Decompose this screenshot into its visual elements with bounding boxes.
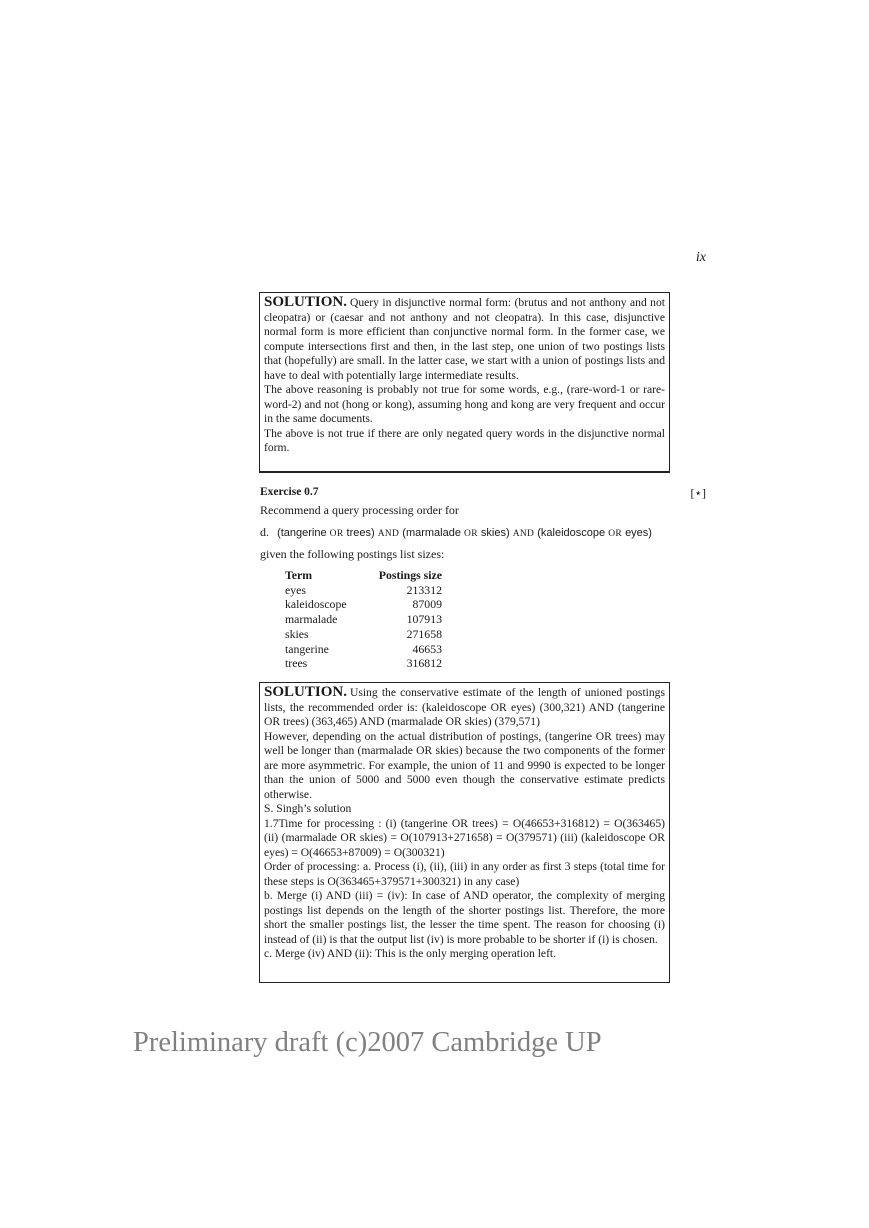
page-number: ix (695, 250, 706, 265)
size-cell: 316812 (406, 656, 442, 671)
query-term: trees) (346, 527, 375, 539)
query-term: eyes) (625, 527, 652, 539)
solution-heading: SOLUTION. (264, 294, 347, 310)
query-operator: OR (464, 529, 478, 539)
query-operator: OR (608, 529, 622, 539)
table-row (282, 583, 445, 598)
postings-table (282, 568, 445, 671)
footer-draft-notice: Preliminary draft (c)2007 Cambridge UP (133, 1027, 602, 1058)
solution-heading: SOLUTION. (264, 684, 347, 700)
solution-paragraph: The above is not true if there are only negated query words in the disjunctive normal form. (264, 426, 665, 454)
solution-box-1 (259, 292, 670, 473)
term-cell: marmalade (285, 612, 338, 627)
query-operator: OR (329, 529, 344, 539)
column-header-term: Term (285, 568, 313, 582)
query-operator: AND (512, 529, 535, 539)
solution-paragraph: However, depending on the actual distribution of postings, (tangerine OR trees) may well be longer than (marmalade OR skies) because the two components of the former are more asymmetric. For example, the union of 11 and 9990 is expected to be longer than the union of 5000 and 5000 even though the conservative estimate predicts otherwise. (264, 729, 665, 801)
term-cell: kaleidoscope (285, 597, 347, 612)
query-term: skies) (480, 527, 510, 539)
table-row (282, 597, 445, 612)
table-row (282, 642, 445, 657)
solution-paragraph: 1.7Time for processing : (i) (tangerine OR trees) = O(46653+316812) = O(363465) (ii) (marmalade OR skies) = O(107913+271658) = O(379571) (iii) (kaleidoscope OR eyes) = O(46653+87009) = O(300321) (264, 816, 665, 859)
solution-paragraph: The above reasoning is probably not true for some words, e.g., (rare-word-1 or rare-word-2) and not (hong or kong), assuming hong and kong are very frequent and occur in the same documents. (264, 383, 665, 425)
query-term: (tangerine (277, 527, 327, 539)
difficulty-mark: [⋆] (690, 486, 706, 500)
column-header-postings-size: Postings size (378, 568, 442, 582)
table-row (282, 627, 445, 642)
term-cell: trees (285, 656, 308, 671)
size-cell: 271658 (406, 626, 442, 641)
query-expression (260, 525, 652, 540)
solution-paragraph: b. Merge (i) AND (iii) = (iv): In case of AND operator, the complexity of merging postings list depends on the length of the shorter postings list. Therefore, the more short the smaller postings list, the lesser the time spent. The reason for choosing (i) instead of (ii) is that the output list (iv) is more probable to be shorter if (i) is chosen. (264, 889, 665, 946)
solution-paragraph: c. Merge (iv) AND (ii): This is the only merging operation left. (264, 947, 557, 960)
size-cell: 213312 (406, 582, 442, 597)
solution-text: Using the conservative estimate of the length of unioned postings lists, the recommended order is: (kaleidoscope OR eyes) (300,321) AND (tangerine OR trees) (363,465) AND (marmalade OR skies) (379,571) (264, 686, 665, 728)
size-cell: 46653 (412, 641, 442, 656)
table-header-row (282, 568, 445, 583)
table-row (282, 656, 445, 671)
solution-paragraph (264, 685, 665, 730)
query-term: (marmalade (402, 527, 461, 539)
solution-box-2 (259, 682, 670, 983)
solution-paragraph: S. Singh’s solution (264, 802, 352, 815)
term-cell: eyes (285, 582, 306, 597)
table-row (282, 612, 445, 627)
query-term: (kaleidoscope (537, 527, 606, 539)
size-cell: 87009 (412, 597, 442, 612)
solution-paragraph: Order of processing: a. Process (i), (ii), (iii) in any order as first 3 steps (total time for these steps is O(363465+379571+300321) in any case) (264, 860, 665, 888)
exercise-title: Exercise 0.7 (260, 486, 319, 498)
term-cell: skies (285, 626, 309, 641)
term-cell: tangerine (285, 641, 329, 656)
size-cell: 107913 (406, 612, 442, 627)
solution-text: Query in disjunctive normal form: (brutus and not anthony and not cleopatra) or (caesar and not anthony and not cleopatra). In this case, disjunctive normal form is more efficient than conjunctive normal form. In the former case, we compute intersections first and then, in the last step, one union of two postings lists that (hopefully) are small. In the latter case, we start with a union of postings lists and have to deal with potentially large intermediate results. (264, 296, 665, 382)
query-operator: AND (377, 529, 400, 539)
solution-paragraph (264, 295, 665, 383)
exercise-prompt: Recommend a query processing order for (260, 503, 459, 517)
query-label: d. (260, 525, 269, 539)
exercise-given: given the following postings list sizes: (260, 547, 445, 561)
